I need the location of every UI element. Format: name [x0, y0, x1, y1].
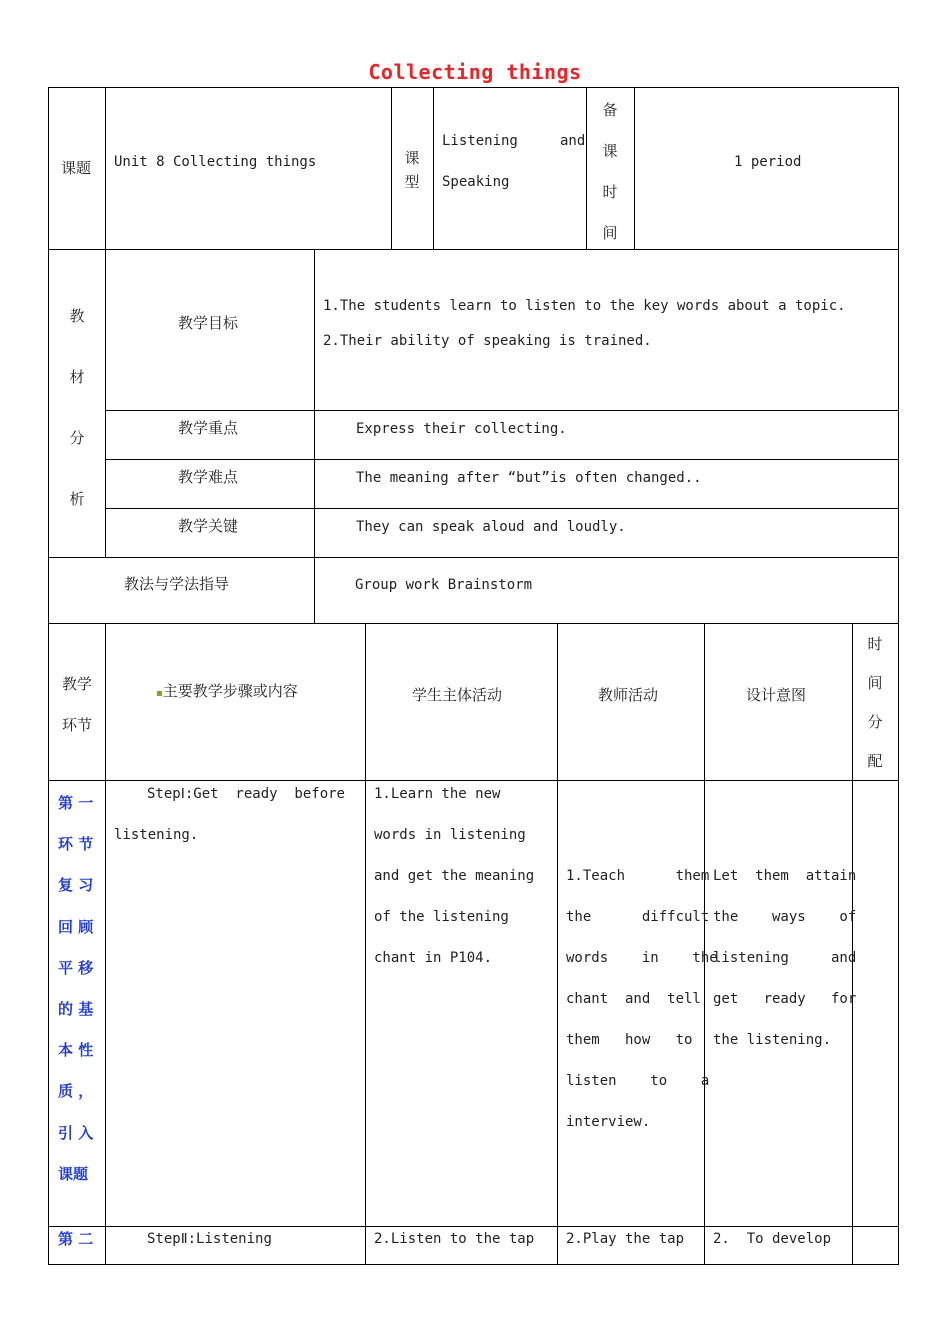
difficulty-value: The meaning after “but”is often changed..: [356, 470, 702, 486]
row-divider-goal: [105, 410, 899, 411]
step2-design: 2. To develop: [713, 1231, 832, 1247]
prep-time-label: 备 课 时 间: [602, 101, 618, 242]
step2-content: StepⅡ:Listening: [147, 1231, 272, 1247]
document-title: Collecting things: [368, 60, 582, 84]
col-divider: [586, 87, 587, 249]
difficulty-label: 教学难点: [178, 468, 239, 486]
lesson-type-value-line1: Listening and: [442, 133, 586, 149]
lesson-type-value-line2: Speaking: [442, 174, 510, 190]
focus-label: 教学重点: [178, 419, 239, 437]
row-divider-method: [48, 623, 899, 624]
step2-stage: 第 二: [58, 1230, 94, 1248]
focus-value: Express their collecting.: [356, 421, 567, 437]
col-divider: [314, 249, 315, 623]
marker-dot: ▪: [156, 688, 163, 699]
col-header-student: 学生主体活动: [412, 686, 503, 704]
row-divider-header: [48, 249, 899, 250]
row-divider-step1: [48, 1226, 899, 1227]
topic-value: Unit 8 Collecting things: [114, 154, 317, 170]
col-header-content: ▪主要教学步骤或内容: [156, 682, 298, 700]
key-value: They can speak aloud and loudly.: [356, 519, 626, 535]
col-header-stage: 教学 环节: [62, 675, 93, 734]
row-divider-focus: [105, 459, 899, 460]
row-divider-difficulty: [105, 508, 899, 509]
row-divider-analysis: [48, 557, 899, 558]
col-divider: [634, 87, 635, 249]
step1-stage: 第 一 环 节 复 习 回 顾 平 移 的 基 本 性 质 ， 引 入 课题: [58, 794, 94, 1183]
step2-student: 2.Listen to the tap: [374, 1231, 535, 1247]
col-header-teacher: 教师活动: [598, 686, 659, 704]
col-header-design: 设计意图: [746, 686, 807, 704]
col-divider: [557, 623, 558, 1265]
step2-teacher: 2.Play the tap: [566, 1231, 685, 1247]
key-label: 教学关键: [178, 517, 239, 535]
analysis-side-label: 教 材 分 析: [69, 307, 85, 508]
lesson-type-label: 课 型: [404, 149, 420, 191]
col-divider: [852, 623, 853, 1265]
col-divider: [105, 623, 106, 1265]
method-label: 教法与学法指导: [124, 575, 230, 593]
topic-label: 课题: [61, 159, 92, 177]
col-divider: [704, 623, 705, 1265]
step1-teacher: 1.Teach them the diffcult words in the chant and tell them how to listen to a interview.: [566, 868, 718, 1130]
col-divider: [105, 249, 106, 557]
goal-label: 教学目标: [178, 314, 239, 332]
step1-student: 1.Learn the new words in listening and get the meaning of the listening chant in P104.: [374, 786, 535, 966]
step1-content-line2: listening.: [114, 827, 199, 843]
prep-time-value: 1 period: [734, 154, 802, 170]
method-value: Group work Brainstorm: [355, 577, 533, 593]
goal-item-1: 1.The students learn to listen to the key words about a topic.: [323, 298, 846, 314]
col-divider: [365, 623, 366, 1265]
step1-content-line1: StepⅠ:Get ready before: [147, 786, 345, 802]
step1-design: Let them attain the ways of listening and get ready for the listening.: [713, 868, 857, 1048]
goal-item-2: 2.Their ability of speaking is trained.: [323, 333, 652, 349]
col-header-time: 时 间 分 配: [867, 635, 883, 770]
col-divider: [105, 87, 106, 249]
col-divider: [433, 87, 434, 249]
col-divider: [391, 87, 392, 249]
